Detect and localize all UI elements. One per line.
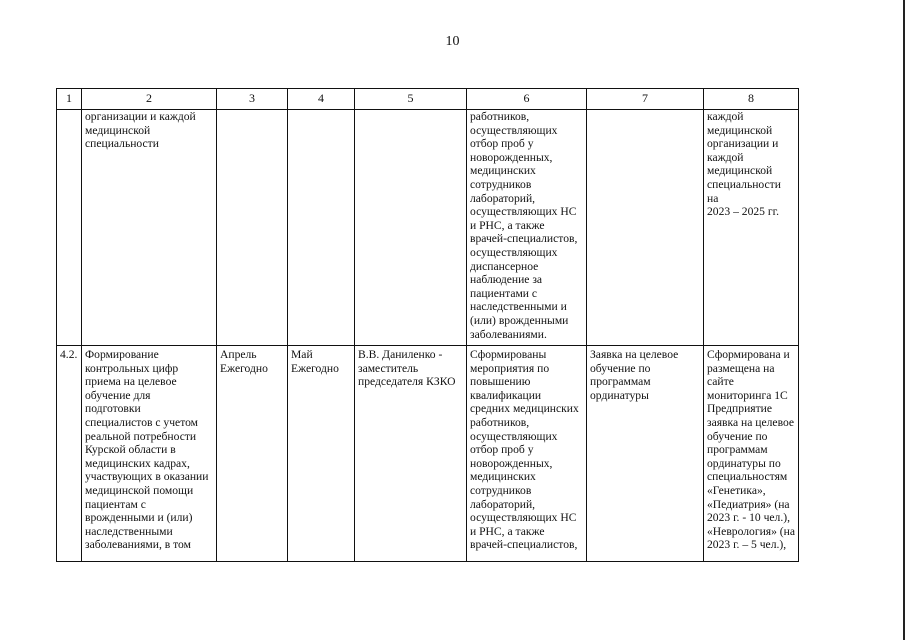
column-number-7: 7 xyxy=(587,89,704,110)
item-activity: Формирование контрольных цифр приема на целевое обучение для подготовки специалистов с учетом реальной потребности Курской области в медицинских кадрах, участвующих в оказании медицинской помощи пациентам с врожденными и (или) наследственными заболеваниями, в том xyxy=(82,346,217,562)
item-row-4-2 xyxy=(57,346,799,562)
column-number-4: 4 xyxy=(288,89,355,110)
column-number-6: 6 xyxy=(467,89,587,110)
column-number-row xyxy=(57,89,799,110)
column-number-5: 5 xyxy=(355,89,467,110)
continuation-cell-4 xyxy=(288,110,355,346)
item-start-date: Апрель Ежегодно xyxy=(217,346,288,562)
item-end-date: Май Ежегодно xyxy=(288,346,355,562)
continuation-row xyxy=(57,110,799,346)
continuation-cell-2: организации и каждой медицинской специальности xyxy=(82,110,217,346)
continuation-cell-5 xyxy=(355,110,467,346)
item-result: Сформированы мероприятия по повышению квалификации средних медицинских работников, осуществляющих отбор проб у новорожденных, медицинских сотрудников лабораторий, осуществляющих НС и РНС, а также врачей-специалистов, xyxy=(467,346,587,562)
item-responsible: В.В. Даниленко - заместитель председателя КЗКО xyxy=(355,346,467,562)
continuation-cell-8: каждой медицинской организации и каждой медицинской специальности на 2023 – 2025 гг. xyxy=(704,110,799,346)
continuation-cell-6: работников, осуществляющих отбор проб у новорожденных, медицинских сотрудников лабораторий, осуществляющих НС и РНС, а также врачей-специалистов, осуществляющих диспансерное наблюдение за пациентами с наследственными и (или) врожденными заболеваниями. xyxy=(467,110,587,346)
continuation-cell-7 xyxy=(587,110,704,346)
item-number: 4.2. xyxy=(57,346,82,562)
continuation-cell-3 xyxy=(217,110,288,346)
page-number: 10 xyxy=(445,34,460,49)
item-document: Заявка на целевое обучение по программам ординатуры xyxy=(587,346,704,562)
column-number-3: 3 xyxy=(217,89,288,110)
plan-table xyxy=(56,88,799,562)
column-number-1: 1 xyxy=(57,89,82,110)
continuation-cell-1 xyxy=(57,110,82,346)
item-outcome: Сформирована и размещена на сайте мониторинга 1С Предприятие заявка на целевое обучение по программам ординатуры по специальностям «Генетика», «Педиатрия» (на 2023 г. - 10 чел.), «Неврология» (на 2023 г. – 5 чел.), xyxy=(704,346,799,562)
column-number-8: 8 xyxy=(704,89,799,110)
column-number-2: 2 xyxy=(82,89,217,110)
